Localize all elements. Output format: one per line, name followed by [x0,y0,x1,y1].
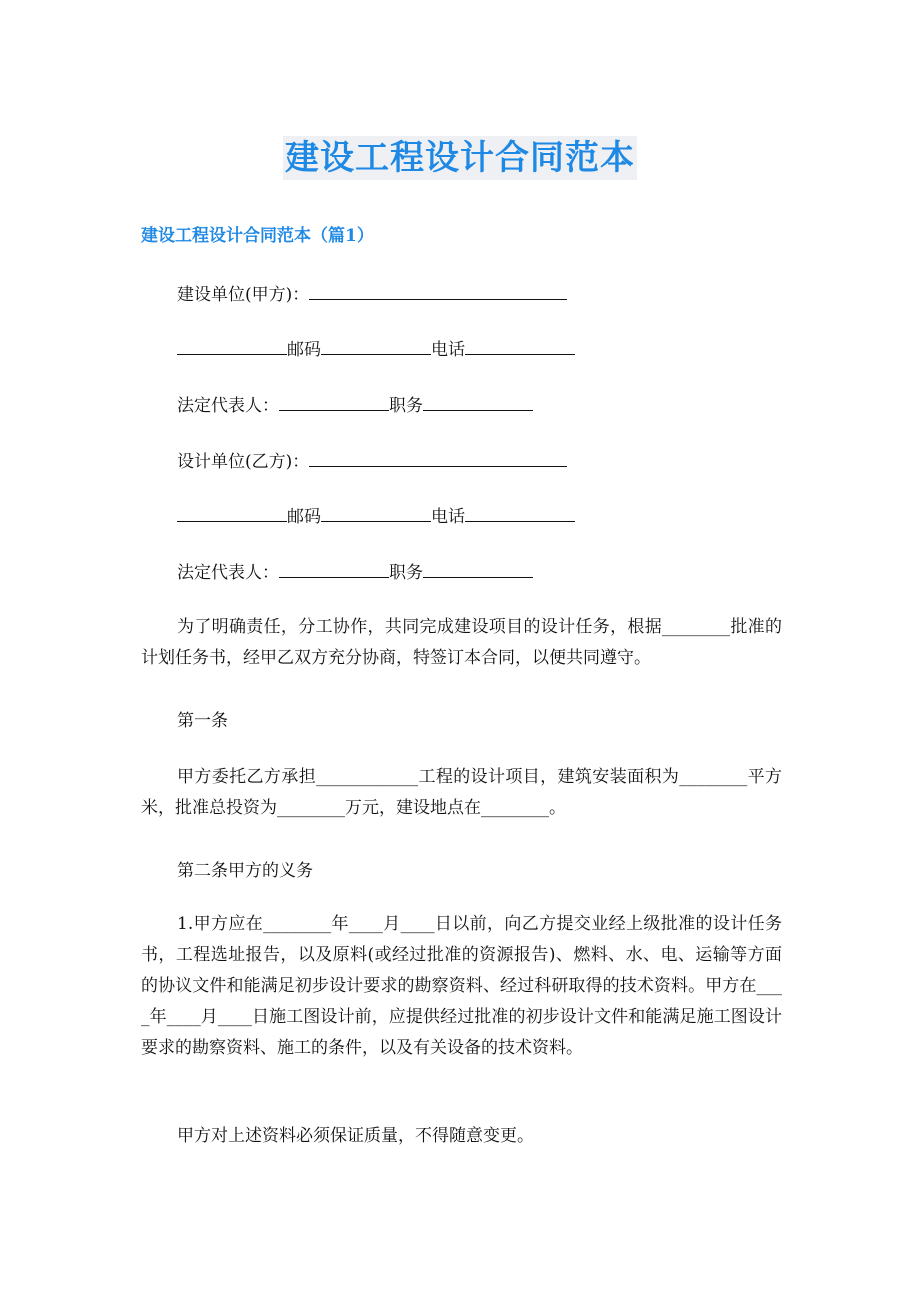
legal-rep-label: 法定代表人： [177,563,279,583]
party-a-unit-blank [309,283,567,300]
section-heading: 建设工程设计合同范本（篇1） [141,226,374,246]
phone-label: 电话 [431,507,465,527]
article-1-paragraph: 甲方委托乙方承担____________工程的设计项目，建筑安装面积为________平方米，批准总投资为________万元，建设地点在________。 [141,767,782,818]
party-a-position-blank [423,394,533,411]
party-b-contact-line [177,505,575,529]
party-b-rep-line [177,561,533,585]
party-a-rep-blank [279,394,389,411]
party-a-phone-blank [465,338,575,355]
article-2-item-1: 1.甲方应在________年____月____日以前，向乙方提交业经上级批准的设计任务书，工程选址报告，以及原料(或经过批准的资源报告)、燃料、水、电、运输等方面的协议文件和能满足初步设计要求的勘察资料、经过科研取得的技术资料。甲方在____年____月____日施工图设计前，应提供经过批准的初步设计文件和能满足施工图设计要求的勘察资料、施工的条件，以及有关设备的技术资料。 [141,914,782,1058]
party-b-unit-blank [309,450,567,467]
title-container [0,136,920,180]
party-b-address-blank [177,505,287,522]
article-2-note: 甲方对上述资料必须保证质量，不得随意变更。 [177,1126,534,1146]
party-b-rep-blank [279,561,389,578]
article-2-title: 第二条甲方的义务 [177,861,313,881]
article-1-title: 第一条 [177,711,228,731]
position-label: 职务 [389,563,423,583]
party-b-phone-blank [465,505,575,522]
party-a-postcode-blank [321,338,431,355]
phone-label: 电话 [431,340,465,360]
preamble-paragraph: 为了明确责任，分工协作，共同完成建设项目的设计任务，根据________批准的计划任务书，经甲乙双方充分协商，特签订本合同，以便共同遵守。 [141,617,782,668]
legal-rep-label: 法定代表人： [177,396,279,416]
party-a-unit-label: 建设单位(甲方)： [177,285,310,305]
postcode-label: 邮码 [287,340,321,360]
document-title: 建设工程设计合同范本 [285,138,635,178]
party-b-position-blank [423,561,533,578]
party-a-rep-line [177,394,533,418]
party-a-address-blank [177,338,287,355]
position-label: 职务 [389,396,423,416]
postcode-label: 邮码 [287,507,321,527]
party-b-unit-label: 设计单位(乙方)： [177,452,310,472]
party-a-unit-line [177,283,567,307]
party-b-unit-line [177,450,567,474]
party-b-postcode-blank [321,505,431,522]
party-a-contact-line [177,338,575,362]
